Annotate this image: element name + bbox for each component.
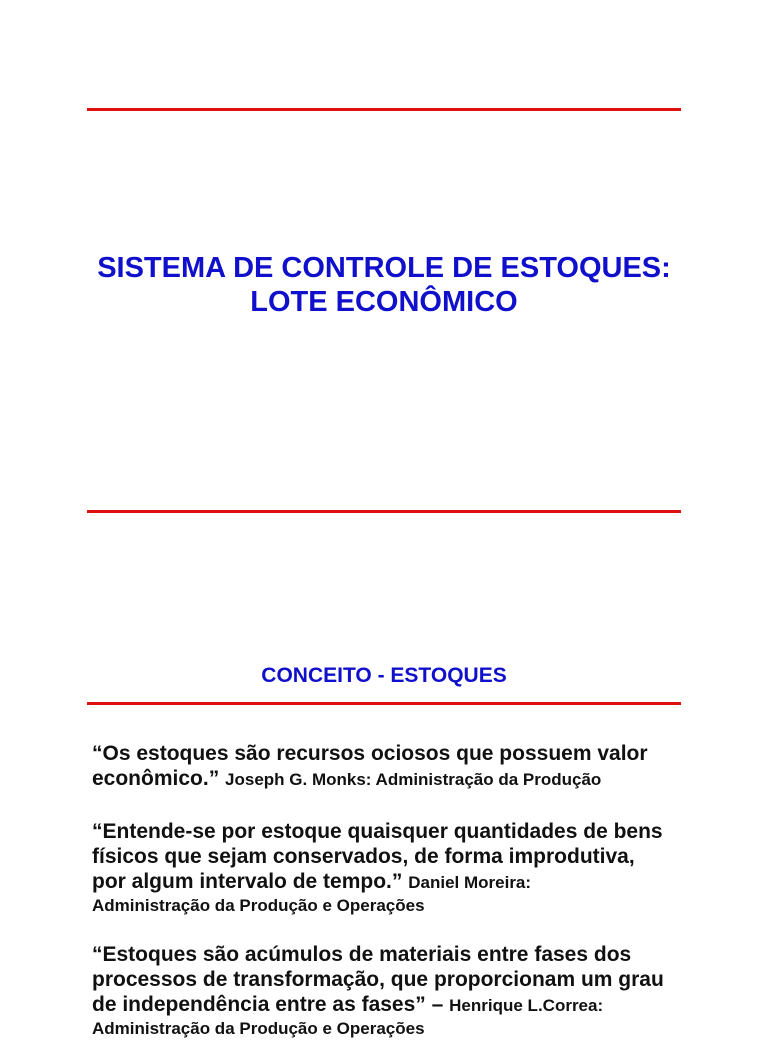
quote-3 xyxy=(92,942,712,1040)
quote-2-source: Daniel Moreira: xyxy=(408,873,532,892)
quote-2-source-continued: Administração da Produção e Operações xyxy=(92,896,425,915)
section-divider xyxy=(87,702,681,705)
quote-2-line-1: “Entende-se por estoque quaisquer quantidades de bens xyxy=(92,820,663,843)
slide-title xyxy=(0,251,768,319)
quote-2-last-text: por algum intervalo de tempo.” xyxy=(92,870,403,893)
slide-title-line-2: LOTE ECONÔMICO xyxy=(250,286,518,318)
quote-3-line-1: “Estoques são acúmulos de materiais entre fases dos xyxy=(92,943,632,966)
section-title: CONCEITO - ESTOQUES xyxy=(261,664,507,687)
quote-1-last-line xyxy=(92,766,712,792)
top-divider xyxy=(87,108,681,111)
quote-2 xyxy=(92,819,712,917)
quote-3-last-line xyxy=(92,992,712,1018)
quote-3-line-2: processos de transformação, que proporcionam um grau xyxy=(92,968,664,991)
quote-3-last-text: de independência entre as fases” – xyxy=(92,993,444,1016)
quote-1 xyxy=(92,741,712,792)
quote-1-line-1: “Os estoques são recursos ociosos que possuem valor xyxy=(92,742,648,765)
quote-2-line-2: físicos que sejam conservados, de forma improdutiva, xyxy=(92,845,635,868)
quote-2-last-line xyxy=(92,869,712,895)
slide-title-line-1: SISTEMA DE CONTROLE DE ESTOQUES: xyxy=(97,252,671,284)
quote-3-source-continued: Administração da Produção e Operações xyxy=(92,1019,425,1038)
quote-1-source: Joseph G. Monks: Administração da Produção xyxy=(225,770,602,789)
bottom-divider xyxy=(87,510,681,513)
quote-3-source: Henrique L.Correa: xyxy=(449,996,604,1015)
quote-1-last-text: econômico.” xyxy=(92,767,220,790)
